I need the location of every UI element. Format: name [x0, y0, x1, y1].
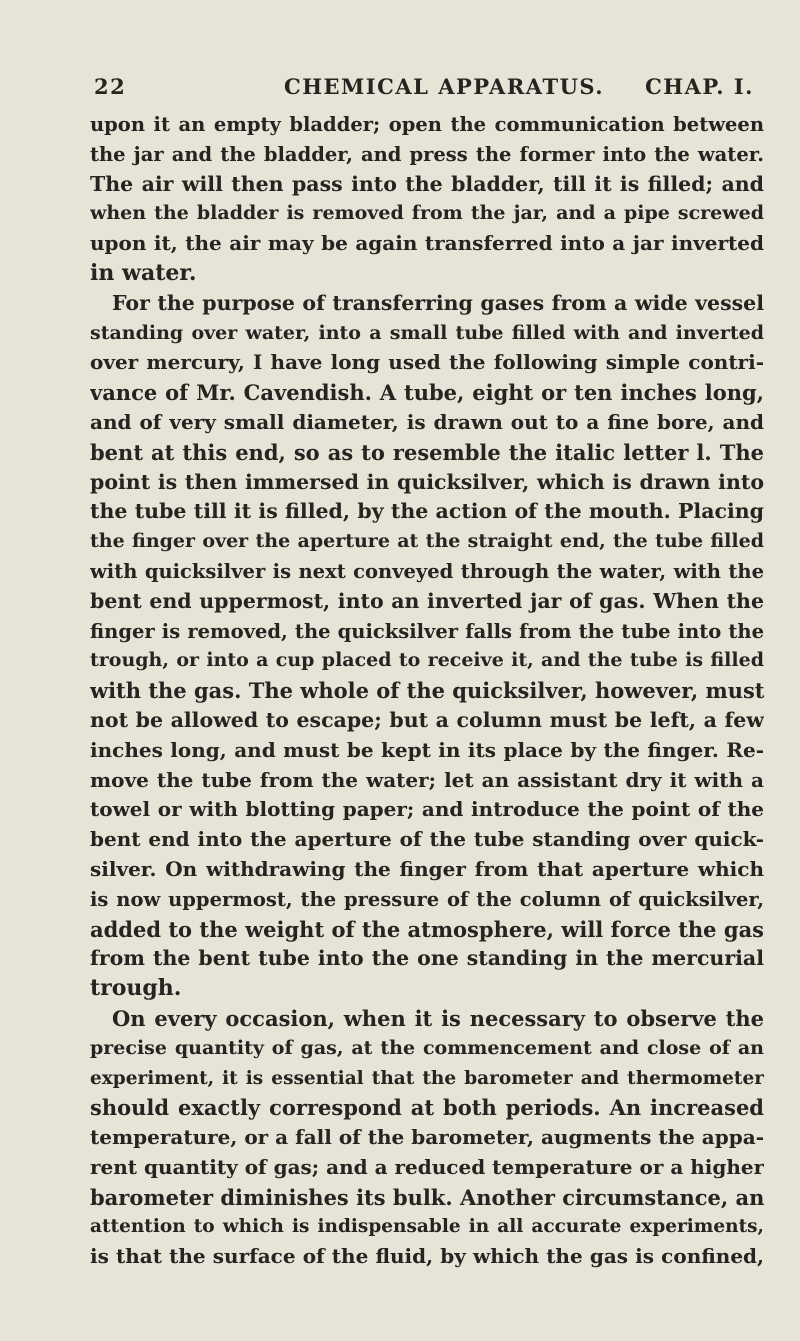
- text-line: bent end uppermost, into an inverted jar of gas. When the: [90, 588, 764, 613]
- text-line: bent at this end, so as to resemble the italic letter l. The: [90, 439, 764, 465]
- text-line: vance of Mr. Cavendish. A tube, eight or ten inches long,: [90, 380, 764, 406]
- text-line: trough.: [90, 975, 182, 1002]
- text-line: the finger over the aperture at the straight end, the tube filled: [90, 530, 764, 553]
- text-line: experiment, it is essential that the barometer and thermometer: [90, 1067, 764, 1089]
- text-line: rent quantity of gas; and a reduced temperature or a higher: [90, 1154, 764, 1179]
- text-line: not be allowed to escape; but a column must be left, a few: [90, 707, 764, 732]
- text-line: is now uppermost, the pressure of the column of quicksilver,: [90, 887, 764, 911]
- text-line: the tube till it is filled, by the action of the mouth. Placing: [90, 499, 764, 524]
- text-line: standing over water, into a small tube filled with and inverted: [90, 321, 764, 344]
- text-line: precise quantity of gas, at the commencement and close of an: [90, 1036, 764, 1059]
- text-line: upon it, the air may be again transferred into a jar inverted: [90, 231, 764, 256]
- text-line: point is then immersed in quicksilver, which is drawn into: [90, 469, 764, 494]
- text-line: added to the weight of the atmosphere, will force the gas: [90, 916, 764, 942]
- body-text: [90, 110, 764, 1272]
- paragraph-3: [90, 1004, 764, 1272]
- text-line: when the bladder is removed from the jar, and a pipe screwed: [90, 202, 764, 225]
- text-line: and of very small diameter, is drawn out to a fine bore, and: [90, 409, 764, 434]
- text-line: trough, or into a cup placed to receive it, and the tube is filled: [90, 649, 764, 672]
- chapter-label: CHAP. I.: [645, 74, 754, 99]
- text-line: silver. On withdrawing the finger from that aperture which: [90, 856, 764, 881]
- text-line: from the bent tube into the one standing in the mercurial: [90, 946, 764, 971]
- text-line: barometer diminishes its bulk. Another circumstance, an: [90, 1184, 764, 1210]
- text-line: temperature, or a fall of the barometer, augments the appa-: [90, 1125, 764, 1150]
- text-line: upon it an empty bladder; open the communication between: [90, 113, 764, 136]
- text-line: the jar and the bladder, and press the former into the water.: [90, 142, 764, 166]
- running-title: CHEMICAL APPARATUS.: [284, 74, 605, 99]
- text-line: move the tube from the water; let an assistant dry it with a: [90, 767, 764, 792]
- paragraph-1: [90, 110, 764, 289]
- text-line: inches long, and must be kept in its place by the finger. Re-: [90, 737, 764, 762]
- text-line: should exactly correspond at both periods. An increased: [90, 1095, 764, 1121]
- text-line: attention to which is indispensable in all accurate experiments,: [90, 1216, 764, 1238]
- text-line: towel or with blotting paper; and introduce the point of the: [90, 797, 764, 822]
- text-line: On every occasion, when it is necessary to observe the: [112, 1005, 764, 1031]
- running-header: [94, 74, 754, 110]
- text-line: is that the surface of the fluid, by which the gas is confined,: [90, 1244, 764, 1269]
- text-line: finger is removed, the quicksilver falls from the tube into the: [90, 619, 764, 643]
- text-line: over mercury, I have long used the following simple contri-: [90, 350, 764, 375]
- page-number: 22: [94, 74, 127, 99]
- text-line: The air will then pass into the bladder, till it is filled; and: [90, 171, 764, 196]
- text-line: For the purpose of transferring gases from a wide vessel: [112, 290, 764, 315]
- text-line: with quicksilver is next conveyed through the water, with the: [90, 559, 764, 583]
- text-line: in water.: [90, 259, 197, 286]
- text-line: bent end into the aperture of the tube standing over quick-: [90, 827, 764, 852]
- paragraph-2: [90, 289, 764, 1004]
- text-line: with the gas. The whole of the quicksilver, however, must: [90, 678, 764, 704]
